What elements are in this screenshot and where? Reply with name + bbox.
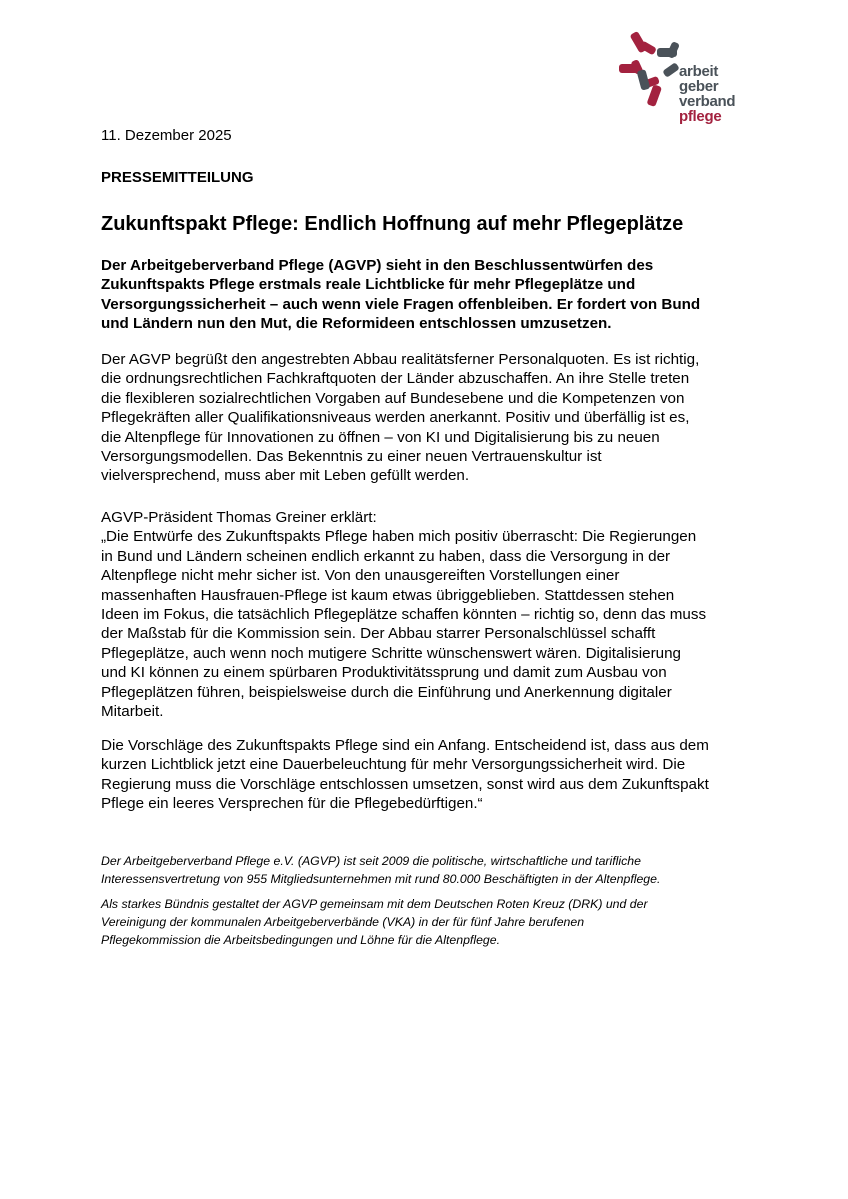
body-line: die ordnungsrechtlichen Fachkraftquoten der Länder abzuschaffen. An ihre Stelle treten [101, 370, 690, 388]
logo-line-geber: geber [679, 78, 719, 95]
lead-line: Zukunftspakts Pflege erstmals reale Lichtblicke für mehr Pflegeplätze und [101, 276, 636, 294]
footer-line: Vereinigung der kommunalen Arbeitgeberverbände (VKA) in der für fünf Jahre berufenen [101, 915, 585, 929]
quote-line: Pflegeplätze, auch wenn noch mutigere Schritte wünschenswert wären. Digitalisierung [101, 644, 681, 662]
alliance-note [101, 895, 741, 949]
quote-line: in Bund und Ländern scheinen endlich erkannt zu haben, dass die Versorgung in der [101, 547, 671, 565]
press-date: 11. Dezember 2025 [101, 127, 232, 144]
body-line: Regierung muss die Vorschläge entschlossen umsetzen, sonst wird aus dem Zukunftspakt [101, 775, 709, 793]
footer-line: Pflegekommission die Arbeitsbedingungen und Löhne für die Altenpflege. [101, 933, 501, 947]
footer-line: Interessensvertretung von 955 Mitgliedsunternehmen mit rund 80.000 Beschäftigten in der Altenpflege. [101, 872, 661, 886]
quote-line: Altenpflege nicht mehr sicher ist. Von den unausgereiften Vorstellungen einer [101, 567, 620, 585]
quote-line: „Die Entwürfe des Zukunftspakts Pflege haben mich positiv überrascht: Die Regierungen [101, 528, 697, 546]
body-line: Pflege ein leeres Versprechen für die Pflegebedürftigen.“ [101, 795, 483, 813]
lead-line: Der Arbeitgeberverband Pflege (AGVP) sieht in den Beschlussentwürfen des [101, 257, 654, 274]
body-line: Der AGVP begrüßt den angestrebten Abbau realitätsferner Personalquoten. Es ist richtig, [101, 351, 700, 368]
quote-paragraph [101, 508, 741, 721]
body-line: kurzen Lichtblick jetzt eine Dauerbeleuchtung für mehr Versorgungssicherheit wird. Die [101, 756, 686, 774]
body-paragraph-3 [101, 736, 741, 814]
document-type-label: PRESSEMITTEILUNG [101, 169, 254, 186]
quote-intro: AGVP-Präsident Thomas Greiner erklärt: [101, 509, 377, 526]
quote-line: und KI können zu einem spürbaren Produktivitätssprung und damit zum Ausbau von [101, 664, 667, 682]
quote-line: massenhaften Hausfrauen-Pflege ist kaum etwas übriggeblieben. Stattdessen stehen [101, 586, 675, 604]
lead-paragraph [101, 256, 741, 334]
logo-line-verband: verband [679, 93, 736, 110]
body-paragraph-1 [101, 350, 741, 486]
lead-line: Versorgungssicherheit – auch wenn viele Fragen offenbleiben. Er fordert von Bund [101, 295, 701, 313]
about-agvp-note [101, 852, 741, 888]
body-line: Versorgungsmodellen. Das Bekenntnis zu einer neuen Vertrauenskultur ist [101, 448, 602, 466]
body-line: die flexibleren sozialrechtlichen Vorgaben auf Bundesebene und die Kompetenzen von [101, 389, 685, 407]
headline: Zukunftspakt Pflege: Endlich Hoffnung auf mehr Pflegeplätze [101, 213, 684, 235]
body-line: vielversprechend, muss aber mit Leben gefüllt werden. [101, 467, 470, 485]
body-line: die Altenpflege für Innovationen zu öffnen – von KI und Digitalisierung bis zu neuen [101, 428, 660, 446]
quote-line: Mitarbeit. [101, 703, 164, 721]
logo-line-arbeit: arbeit [679, 63, 719, 80]
quote-line: der Maßstab für die Kommission sein. Der Abbau starrer Personalschlüssel schafft [101, 625, 656, 643]
quote-line: Ideen im Fokus, die tatsächlich Pflegeplätze schaffen könnten – richtig so, denn das muss [101, 606, 707, 624]
body-line: Die Vorschläge des Zukunftspakts Pflege sind ein Anfang. Entscheidend ist, dass aus dem [101, 737, 709, 754]
agvp-logo-wordmark [679, 64, 735, 124]
lead-line: und Ländern nun den Mut, die Reformideen entschlossen umzusetzen. [101, 315, 612, 333]
body-line: Pflegekräften aller Qualifikationsniveaus werden anerkannt. Positiv und überfällig ist es, [101, 409, 690, 427]
quote-line: Pflegeplätzen führen, beispielsweise durch die Einführung und Anerkennung digitaler [101, 683, 672, 701]
footer-line: Als starkes Bündnis gestaltet der AGVP gemeinsam mit dem Deutschen Roten Kreuz (DRK) und der [101, 897, 648, 911]
footer-line: Der Arbeitgeberverband Pflege e.V. (AGVP) ist seit 2009 die politische, wirtschaftliche und tarifliche [101, 854, 641, 868]
logo-line-pflege: pflege [679, 108, 722, 125]
